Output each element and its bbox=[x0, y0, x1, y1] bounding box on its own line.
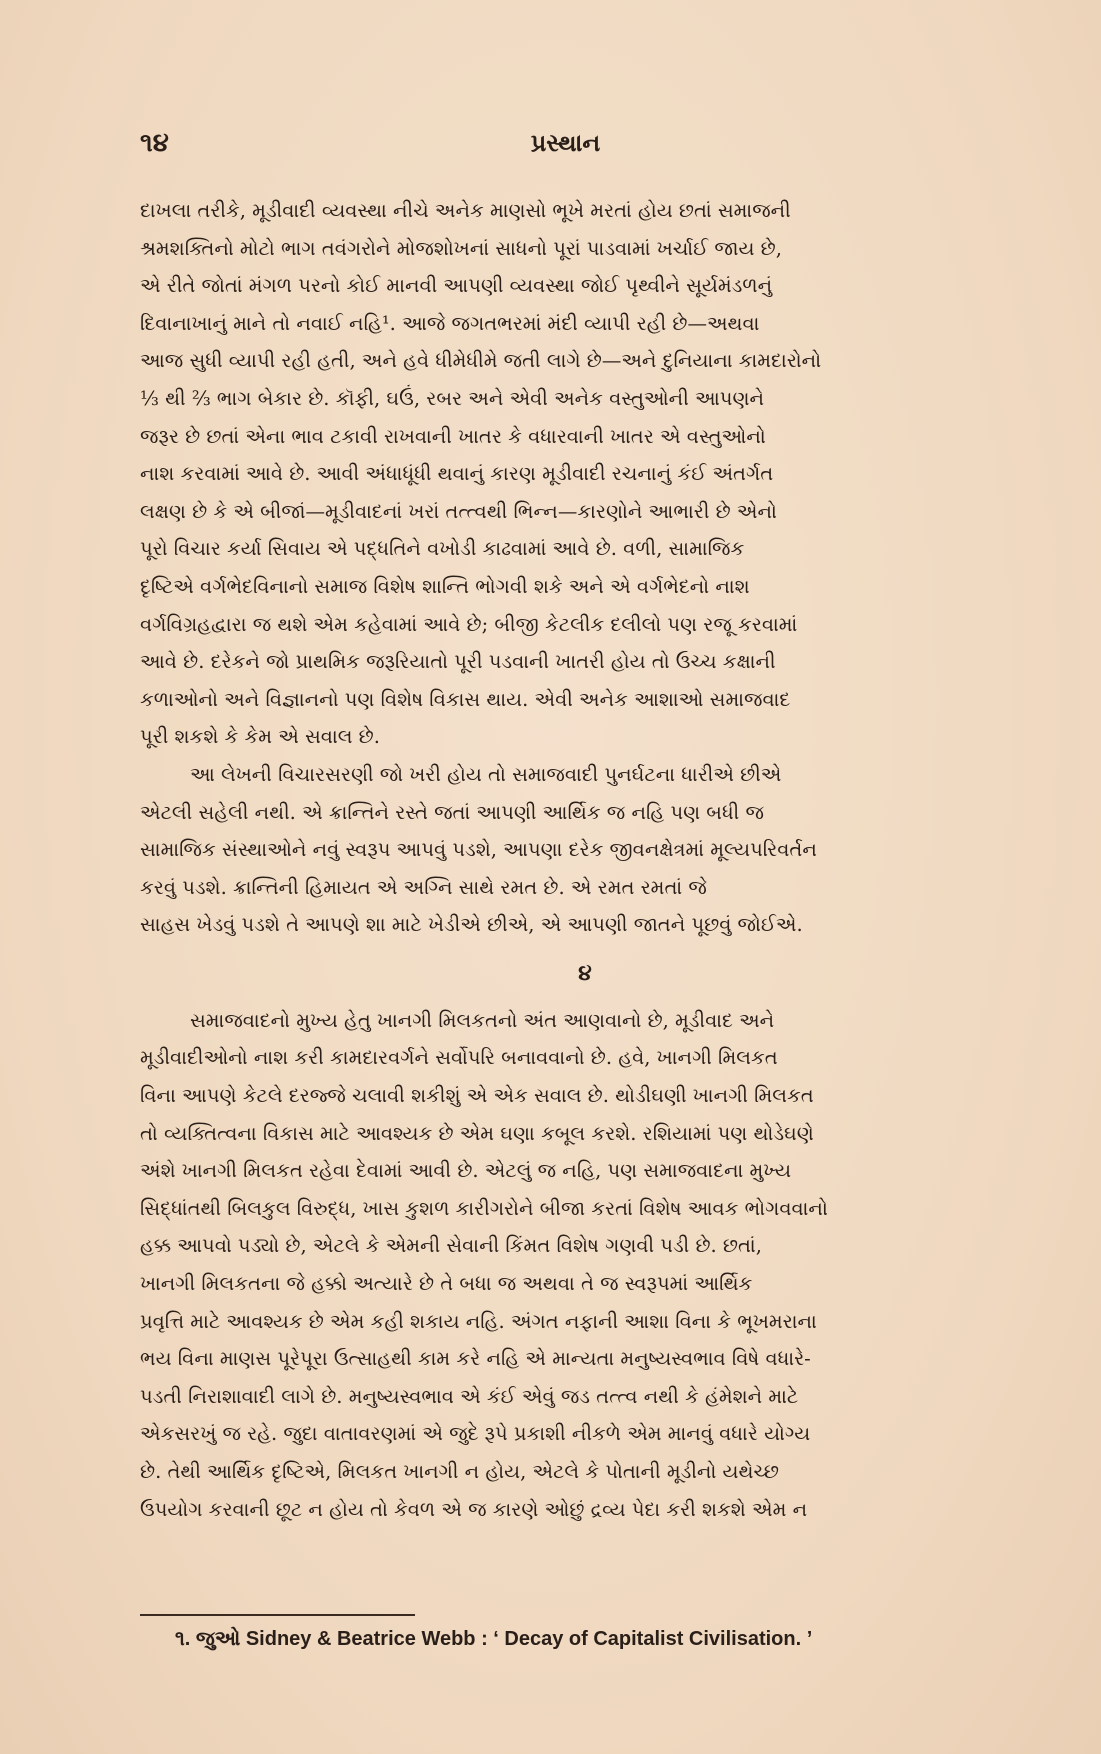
paragraph-3 bbox=[140, 1002, 1030, 1528]
text-line: ઉપયોગ કરવાની છૂટ ન હોય તો કેવળ એ જ કારણે ઓછું દ્રવ્ય પેદા કરી શકશે એમ ન bbox=[140, 1497, 808, 1521]
text-line: એટલી સહેલી નથી. એ ક્રાન્તિને રસ્તે જતાં આપણી આર્થિક જ નહિ પણ બધી જ bbox=[140, 800, 764, 824]
text-line: નાશ કરવામાં આવે છે. આવી અંધાધૂંધી થવાનું કારણ મૂડીવાદી રચનાનું કંઈ અંતર્ગત bbox=[140, 462, 774, 486]
text-line: ખાનગી મિલકતના જે હક્કો અત્યારે છે તે બધા જ અથવા તે જ સ્વરૂપમાં આર્થિક bbox=[140, 1272, 753, 1296]
footnote-divider bbox=[140, 1614, 415, 1616]
text-line: દિવાનાખાનું માને તો નવાઈ નહિ¹. આજે જગતભરમાં મંદી વ્યાપી રહી છે—અથવા bbox=[140, 311, 760, 335]
page-header bbox=[140, 128, 991, 168]
page-number: ૧૪ bbox=[140, 128, 169, 158]
body-text bbox=[140, 192, 1030, 1528]
text-line: સામાજિક સંસ્થાઓને નવું સ્વરૂપ આપવું પડશે, આપણા દરેક જીવનક્ષેત્રમાં મૂલ્યપરિવર્તન bbox=[140, 838, 817, 862]
text-line: વર્ગવિગ્રહદ્વારા જ થશે એમ કહેવામાં આવે છે; બીજી કેટલીક દલીલો પણ રજૂ કરવામાં bbox=[140, 612, 798, 636]
text-line: સમાજવાદનો મુખ્ય હેતુ ખાનગી મિલકતનો અંત આણવાનો છે, મૂડીવાદ અને bbox=[190, 1008, 775, 1032]
text-line: પૂરો વિચાર કર્યા સિવાય એ પદ્ધતિને વખોડી કાઢવામાં આવે છે. વળી, સામાજિક bbox=[140, 537, 745, 561]
text-line: સિદ્ધાંતથી બિલકુલ વિરુદ્ધ, ખાસ કુશળ કારીગરોને બીજા કરતાં વિશેષ આવક ભોગવવાનો bbox=[140, 1196, 828, 1220]
footnote: ૧. જુઓ Sidney & Beatrice Webb : ‘ Decay of Capitalist Civilisation. ’ bbox=[175, 1628, 813, 1650]
text-line: એકસરખું જ રહે. જુદા વાતાવરણમાં એ જુદે રૂપે પ્રકાશી નીકળે એમ માનવું વધારે યોગ્ય bbox=[140, 1422, 811, 1446]
text-line: શ્રમશક્તિનો મોટો ભાગ તવંગરોને મોજશોખનાં સાધનો પૂરાં પાડવામાં ખર્ચાઈ જાય છે, bbox=[140, 236, 782, 260]
text-line: ⅓ થી ⅔ ભાગ બેકાર છે. કૉફી, ઘઉં, રબર અને એવી અનેક વસ્તુઓની આપણને bbox=[140, 386, 764, 410]
text-line: દાખલા તરીકે, મૂડીવાદી વ્યવસ્થા નીચે અનેક માણસો ભૂખે મરતાં હોય છતાં સમાજની bbox=[140, 199, 791, 222]
text-line: પ્રવૃત્તિ માટે આવશ્યક છે એમ કહી શકાય નહિ. અંગત નફાની આશા વિના કે ભૂખમરાના bbox=[140, 1309, 817, 1333]
text-line: કળાઓનો અને વિજ્ઞાનનો પણ વિશેષ વિકાસ થાય. એવી અનેક આશાઓ સમાજવાદ bbox=[140, 687, 791, 711]
paragraph-2 bbox=[140, 756, 1030, 944]
text-line: જરૂર છે છતાં એના ભાવ ટકાવી રાખવાની ખાતર કે વધારવાની ખાતર એ વસ્તુઓનો bbox=[140, 424, 766, 448]
text-line: તો વ્યક્તિત્વના વિકાસ માટે આવશ્યક છે એમ ઘણા કબૂલ કરશે. રશિયામાં પણ થોડેઘણે bbox=[140, 1121, 814, 1145]
text-line: પડતી નિરાશાવાદી લાગે છે. મનુષ્યસ્વભાવ એ કંઈ એવું જડ તત્ત્વ નથી કે હંમેશને માટે bbox=[140, 1384, 799, 1408]
text-line: દૃષ્ટિએ વર્ગભેદવિનાનો સમાજ વિશેષ શાન્તિ ભોગવી શકે અને એ વર્ગભેદનો નાશ bbox=[140, 574, 750, 598]
text-line: ભય વિના માણસ પૂરેપૂરા ઉત્સાહથી કામ કરે નહિ એ માન્યતા મનુષ્યસ્વભાવ વિષે વધારે- bbox=[140, 1347, 811, 1371]
text-line: સાહસ ખેડવું પડશે તે આપણે શા માટે ખેડીએ છીએ, એ આપણી જાતને પૂછવું જોઈએ. bbox=[140, 913, 803, 937]
text-line: છે. તેથી આર્થિક દૃષ્ટિએ, મિલકત ખાનગી ન હોય, એટલે કે પોતાની મૂડીનો યથેચ્છ bbox=[140, 1460, 779, 1483]
text-line: વિના આપણે કેટલે દરજ્જે ચલાવી શકીશું એ એક સવાલ છે. થોડીઘણી ખાનગી મિલકત bbox=[140, 1084, 814, 1108]
text-line: અંશે ખાનગી મિલકત રહેવા દેવામાં આવી છે. એટલું જ નહિ, પણ સમાજવાદના મુખ્ય bbox=[140, 1159, 792, 1183]
text-line: આજ સુધી વ્યાપી રહી હતી, અને હવે ધીમેધીમે જતી લાગે છે—અને દુનિયાના કામદારોનો bbox=[140, 349, 822, 373]
text-line: પૂરી શકશે કે કેમ એ સવાલ છે. bbox=[140, 725, 380, 749]
text-line: લક્ષણ છે કે એ બીજાં—મૂડીવાદનાં ખરાં તત્ત્વથી ભિન્ન—કારણોને આભારી છે એનો bbox=[140, 499, 777, 523]
text-line: આવે છે. દરેકને જો પ્રાથમિક જરૂરિયાતો પૂરી પડવાની ખાતરી હોય તો ઉચ્ચ કક્ષાની bbox=[140, 650, 776, 674]
text-line: એ રીતે જોતાં મંગળ પરનો કોઈ માનવી આપણી વ્યવસ્થા જોઈ પૃથ્વીને સૂર્યમંડળનું bbox=[140, 274, 773, 298]
text-line: આ લેખની વિચારસરણી જો ખરી હોય તો સમાજવાદી પુનર્ઘટના ધારીએ છીએ bbox=[190, 762, 782, 786]
text-line: મૂડીવાદીઓનો નાશ કરી કામદારવર્ગને સર્વોપરિ બનાવવાનો છે. હવે, ખાનગી મિલકત bbox=[140, 1046, 778, 1070]
text-line: હક્ક આપવો પડ્યો છે, એટલે કે એમની સેવાની કિંમત વિશેષ ગણવી પડી છે. છતાં, bbox=[140, 1234, 762, 1258]
paragraph-1 bbox=[140, 192, 1030, 756]
running-title: પ્રસ્થાન bbox=[530, 128, 601, 157]
text-line: કરવું પડશે. ક્રાન્તિની હિમાયત એ અગ્નિ સાથે રમત છે. એ રમત રમતાં જે bbox=[140, 875, 707, 899]
section-number: ૪ bbox=[578, 959, 592, 986]
